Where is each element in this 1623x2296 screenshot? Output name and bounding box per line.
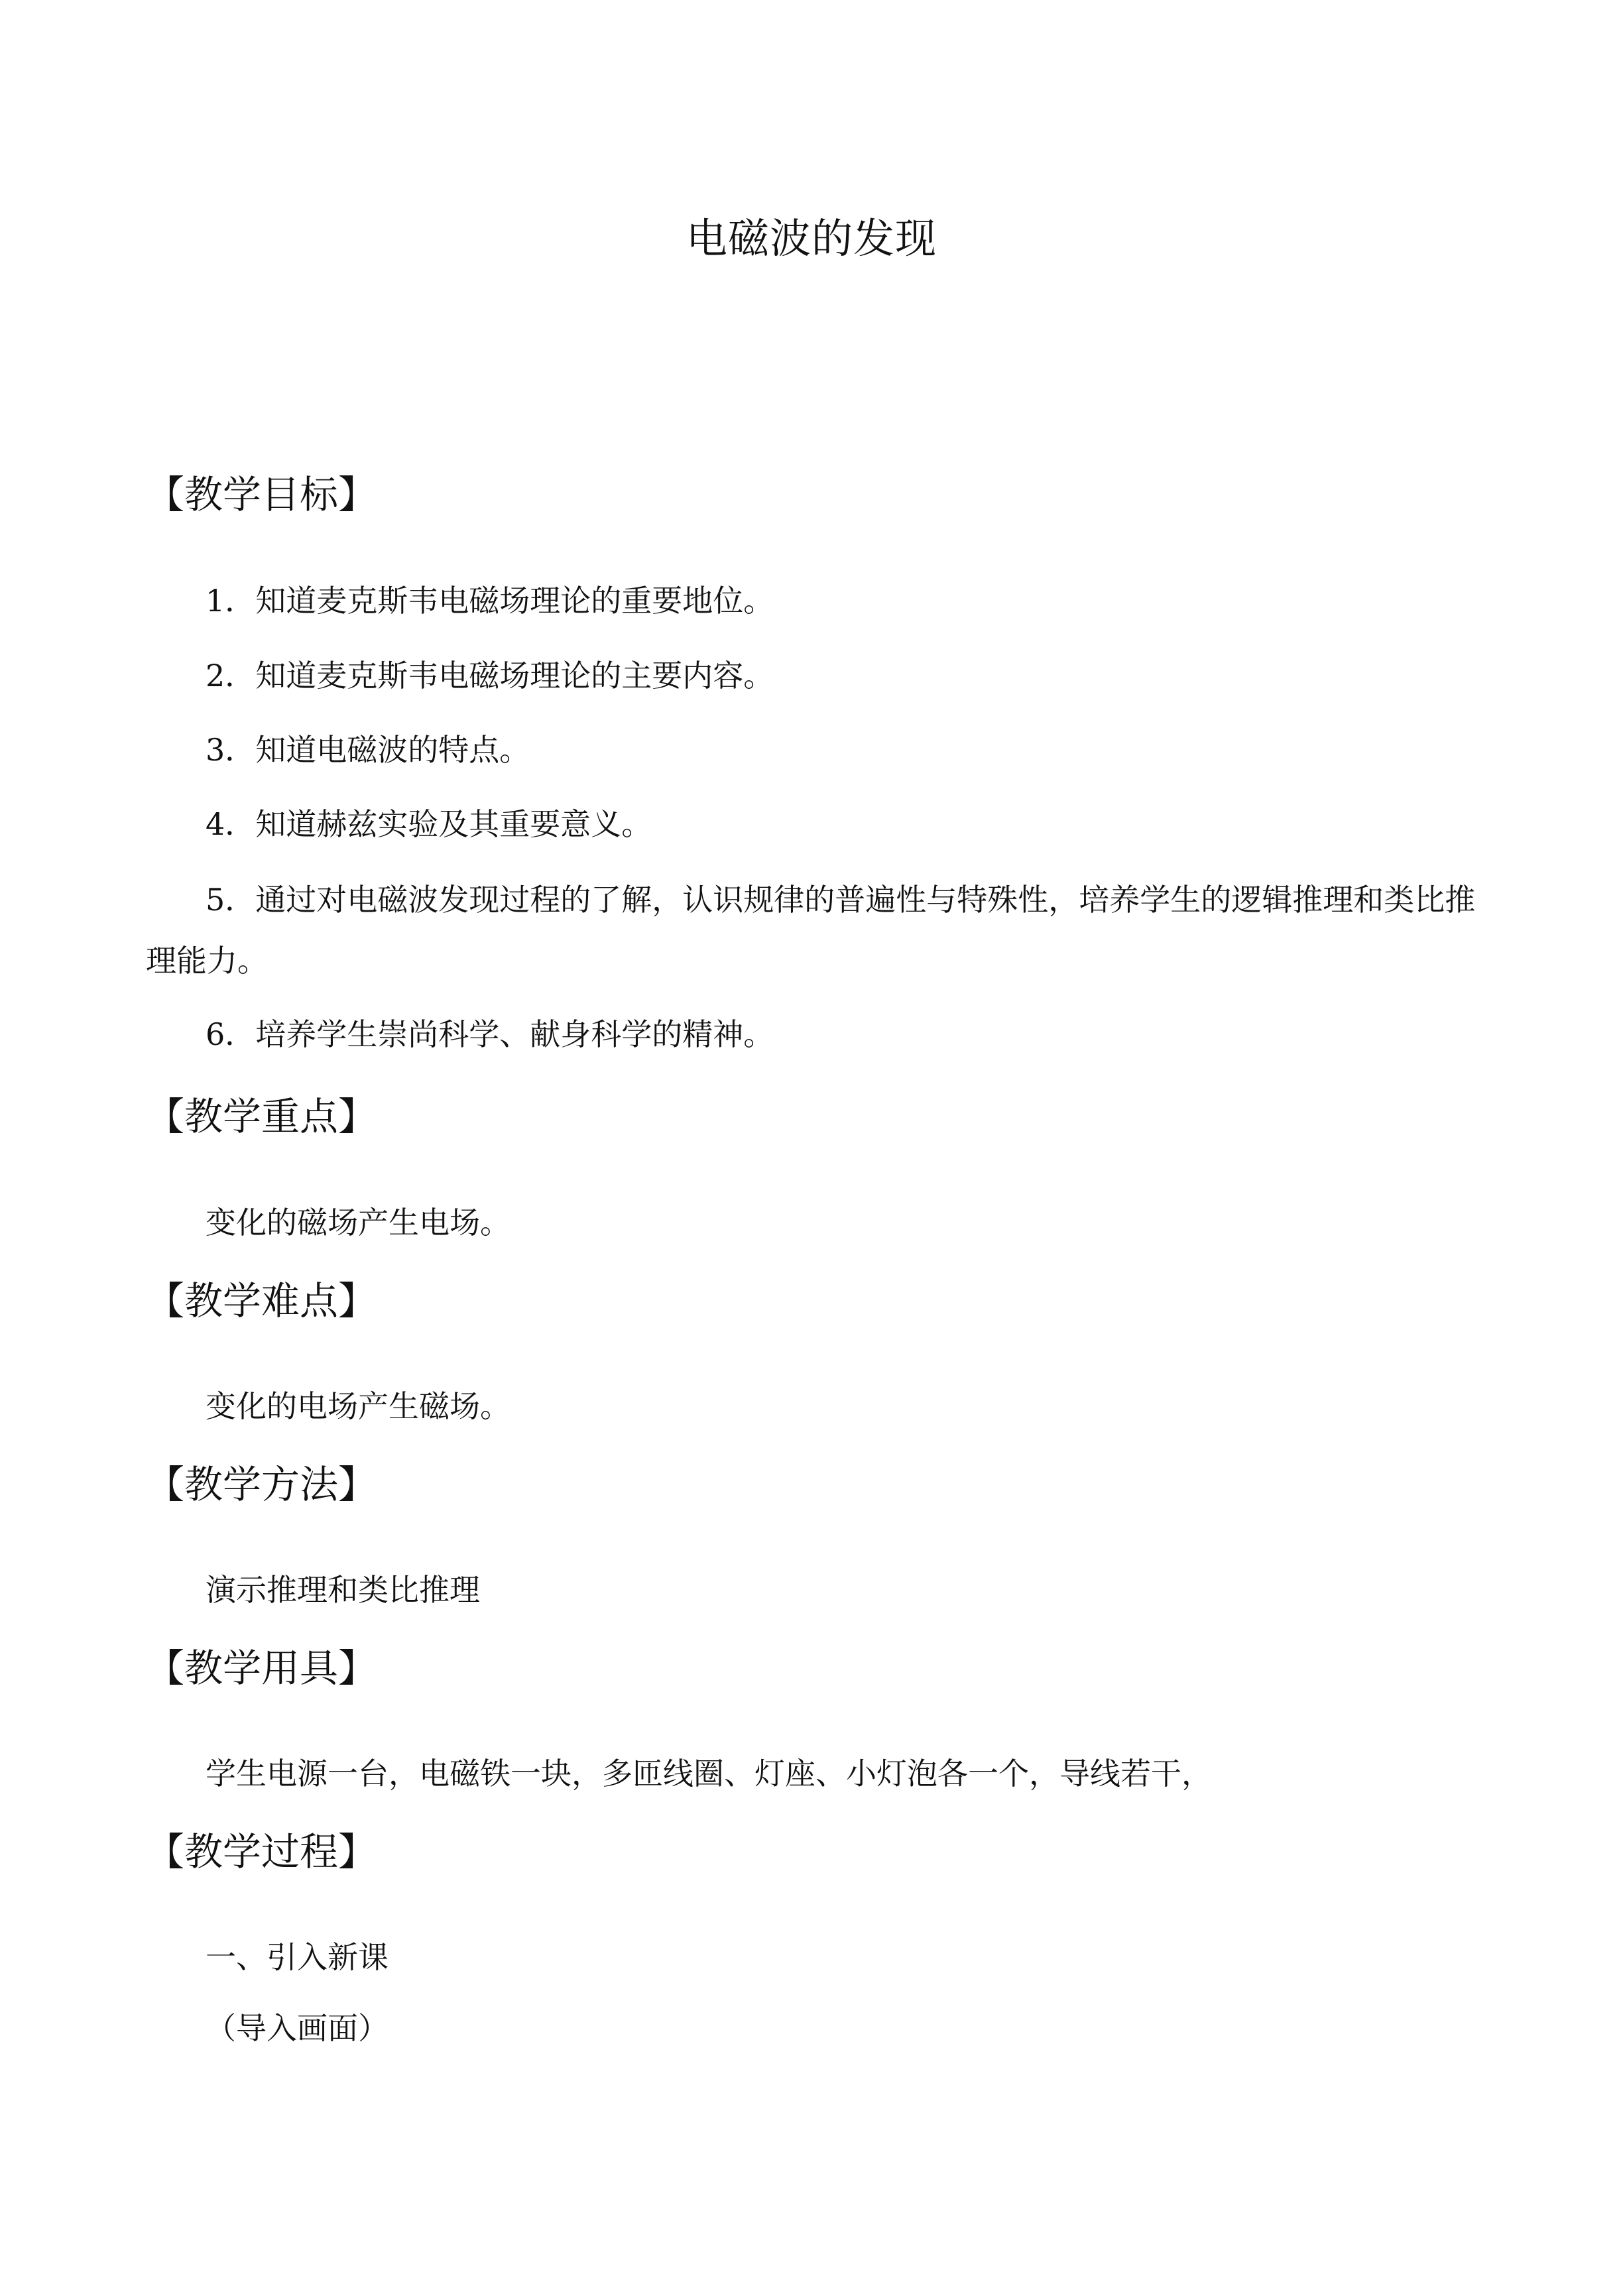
- key-point-text: 变化的磁场产生电场。: [206, 1205, 511, 1240]
- objective-item-4: 4．知道赫兹实验及其重要意义。: [206, 806, 652, 842]
- objective-item-6: 6．培养学生崇尚科学、献身科学的精神。: [206, 1016, 774, 1052]
- objective-item-1: 1．知道麦克斯韦电磁场理论的重要地位。: [206, 583, 774, 619]
- difficulty-text: 变化的电场产生磁场。: [206, 1388, 511, 1424]
- heading-process: 【教学过程】: [146, 1829, 377, 1874]
- heading-difficulty: 【教学难点】: [146, 1278, 377, 1323]
- process-item-2: （导入画面）: [206, 2010, 389, 2046]
- heading-objectives: 【教学目标】: [146, 472, 377, 517]
- heading-tools: 【教学用具】: [146, 1646, 377, 1691]
- heading-method: 【教学方法】: [146, 1462, 377, 1507]
- process-item-1: 一、引入新课: [206, 1939, 389, 1975]
- heading-key-point: 【教学重点】: [146, 1094, 377, 1139]
- objective-item-2: 2．知道麦克斯韦电磁场理论的主要内容。: [206, 658, 774, 694]
- document-title: 电磁波的发现: [686, 214, 937, 263]
- objective-item-3: 3．知道电磁波的特点。: [206, 732, 530, 768]
- objective-item-5: 5．通过对电磁波发现过程的了解，认识规律的普遍性与特殊性，培养学生的逻辑推理和类比推理能力。: [146, 882, 1476, 979]
- tools-text: 学生电源一台，电磁铁一块，多匝线圈、灯座、小灯泡各一个，导线若干，: [206, 1756, 1212, 1791]
- method-text: 演示推理和类比推理: [206, 1572, 480, 1608]
